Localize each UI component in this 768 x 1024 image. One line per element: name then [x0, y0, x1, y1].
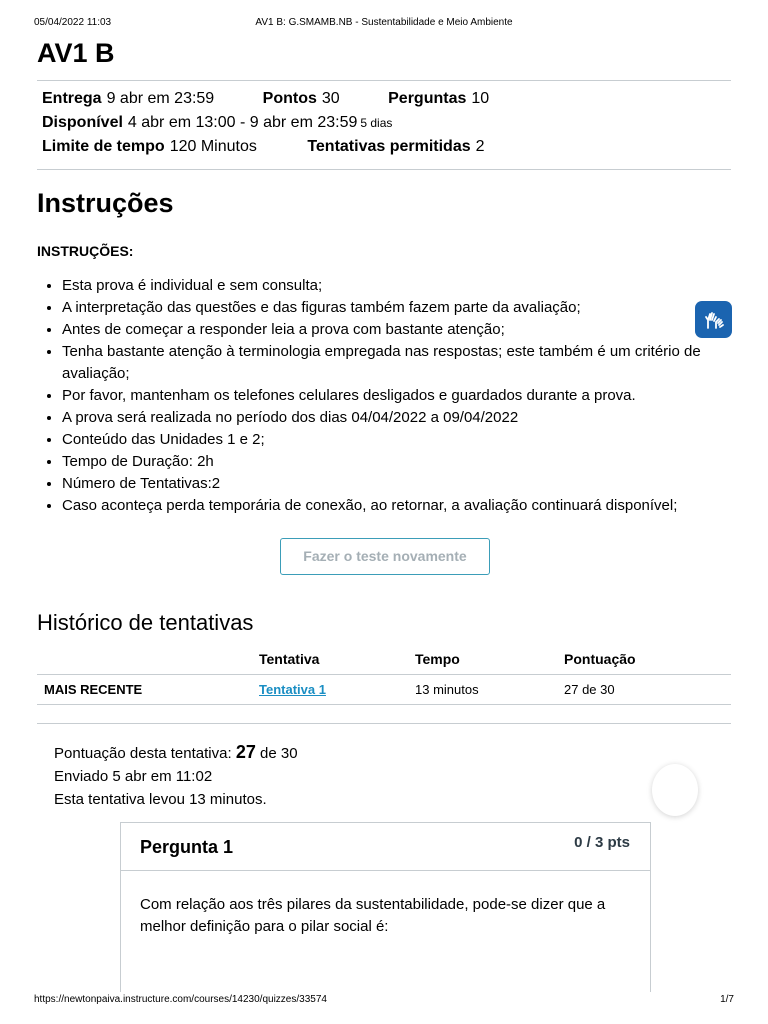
score-value: 27	[235, 742, 256, 762]
attempt-summary	[54, 741, 298, 811]
available-value: 4 abr em 13:00 - 9 abr em 23:59	[127, 114, 358, 131]
column-header: Pontuação	[564, 651, 636, 667]
questions-value: 10	[471, 90, 490, 107]
print-url: https://newtonpaiva.instructure.com/courses/14230/quizzes/33574	[34, 994, 327, 1005]
quiz-title: AV1 B	[37, 38, 115, 68]
points-value: 30	[321, 90, 340, 107]
submitted-line: Enviado 5 abr em 11:02	[54, 768, 213, 785]
instruction-item: • Tenha bastante atenção à terminologia empregada nas respostas; este também é um critério de avaliação;	[62, 341, 762, 385]
available-label: Disponível	[42, 114, 123, 131]
column-header: Tentativa	[259, 651, 320, 667]
attempt-history-heading: Histórico de tentativas	[37, 610, 254, 635]
table-row	[37, 675, 731, 705]
divider	[37, 723, 731, 724]
question-points: 0 / 3 pts	[574, 834, 630, 851]
quiz-meta-row-3	[42, 138, 485, 156]
due-value: 9 abr em 23:59	[106, 90, 215, 107]
print-header	[34, 17, 734, 31]
question-card	[120, 822, 651, 992]
duration-line: Esta tentativa levou 13 minutos.	[54, 791, 267, 808]
instruction-item: • A interpretação das questões e das figuras também fazem parte da avaliação;	[62, 297, 762, 319]
accessibility-button[interactable]	[695, 301, 732, 338]
instruction-item: • Conteúdo das Unidades 1 e 2;	[62, 429, 762, 451]
instruction-item: • A prova será realizada no período dos dias 04/04/2022 a 09/04/2022	[62, 407, 762, 429]
floating-action-button[interactable]	[652, 764, 698, 816]
points-label: Pontos	[262, 90, 317, 107]
print-page-number: 1/7	[720, 994, 734, 1005]
attempt-time: 13 minutos	[415, 682, 479, 697]
questions-label: Perguntas	[388, 90, 467, 107]
attempt-link-cell	[259, 675, 326, 704]
instructions-heading: Instruções	[37, 188, 174, 218]
quiz-meta-row-2	[42, 114, 392, 132]
question-title: Pergunta 1	[140, 837, 234, 857]
available-days: 5 dias	[360, 116, 393, 130]
instruction-item: • Número de Tentativas:2	[62, 473, 762, 495]
instruction-item: • Caso aconteça perda temporária de conexão, ao retornar, a avaliação continuará disponível;	[62, 495, 762, 517]
attempt-link[interactable]: Tentativa 1	[259, 682, 326, 697]
column-header: Tempo	[415, 651, 460, 667]
attempts-value: 2	[475, 138, 485, 155]
instructions-list	[37, 275, 762, 517]
score-suffix: de 30	[260, 745, 298, 762]
instructions-label: INSTRUÇÕES:	[37, 243, 134, 259]
due-label: Entrega	[42, 90, 102, 107]
instruction-item: • Antes de começar a responder leia a prova com bastante atenção;	[62, 319, 762, 341]
table-header-row	[37, 645, 731, 675]
attempt-score-line	[54, 741, 298, 765]
instruction-item: • Por favor, mantenham os telefones celulares desligados e guardados durante a prova.	[62, 385, 762, 407]
quiz-meta-row-1	[42, 90, 489, 108]
question-text: Com relação aos três pilares da sustentabilidade, pode-se dizer que a melhor definição para o pilar social é:	[140, 896, 606, 935]
attempt-status: MAIS RECENTE	[44, 682, 143, 697]
divider	[37, 80, 731, 81]
attempt-history-table	[37, 645, 731, 705]
attempt-score: 27 de 30	[564, 682, 615, 697]
time-limit-value: 120 Minutos	[169, 138, 257, 155]
divider	[37, 169, 731, 170]
sign-language-hands-icon	[702, 308, 726, 332]
time-limit-label: Limite de tempo	[42, 138, 165, 155]
score-prefix: Pontuação desta tentativa:	[54, 745, 232, 762]
question-header	[121, 823, 650, 871]
instruction-item: • Tempo de Duração: 2h	[62, 451, 762, 473]
print-document-title: AV1 B: G.SMAMB.NB - Sustentabilidade e Meio Ambiente	[255, 17, 513, 28]
instruction-item: • Esta prova é individual e sem consulta;	[62, 275, 762, 297]
retake-quiz-button[interactable]: Fazer o teste novamente	[280, 538, 490, 575]
print-footer	[34, 994, 734, 1008]
attempts-label: Tentativas permitidas	[307, 138, 471, 155]
print-date: 05/04/2022 11:03	[34, 17, 112, 28]
